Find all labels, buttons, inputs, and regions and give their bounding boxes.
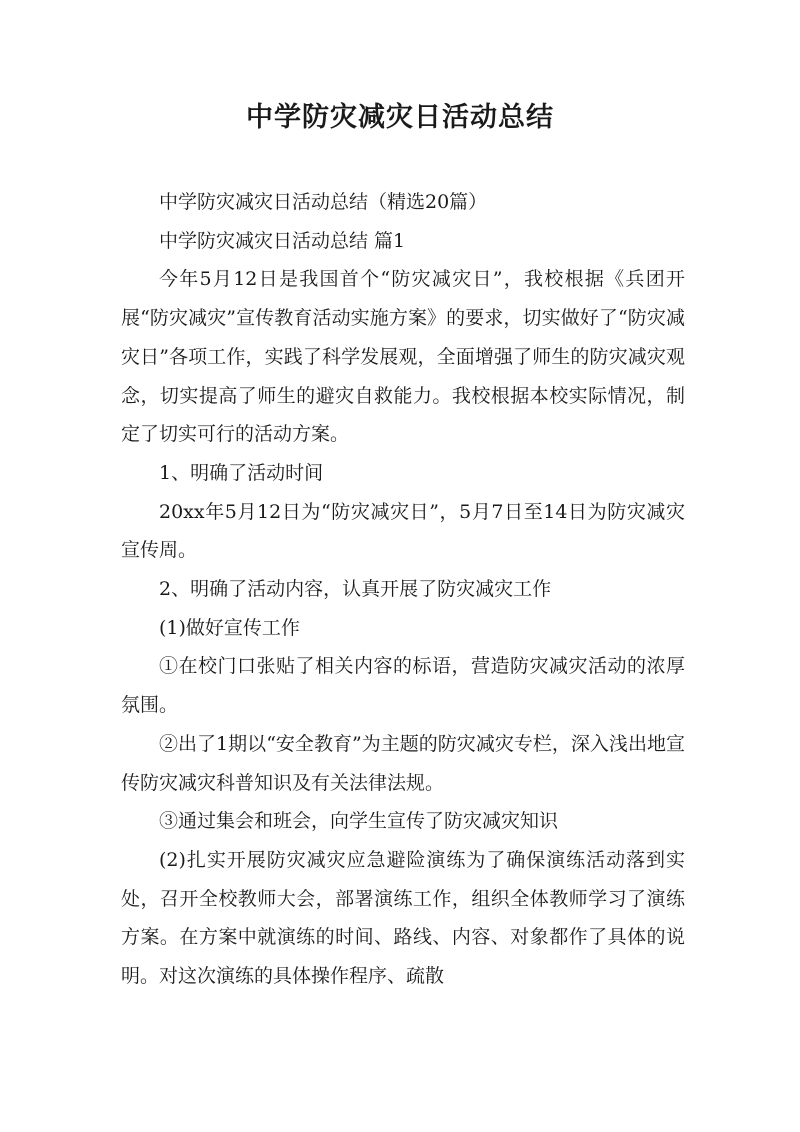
point-heading-time: 1、明确了活动时间 [159, 461, 324, 484]
section-heading: 中学防灾减灾日活动总结 篇1 [159, 229, 406, 252]
drill-paragraph: (2)扎实开展防灾减灾应急避险演练为了确保演练活动落到实处，召开全校教师大会，部署演练工作，组织全体教师学习了演练方案。在方案中就演练的时间、路线、内容、对象都作了具体的说明。对这次演练的具体操作程序、疏散 [121, 848, 685, 988]
list-item-column: ②出了1期以“安全教育”为主题的防灾减灾专栏，深入浅出地宣传防灾减灾科普知识及有关法律法规。 [121, 732, 685, 794]
intro-paragraph: 今年5月12日是我国首个“防灾减灾日”，我校根据《兵团开展“防灾减灾”宣传教育活动实施方案》的要求，切实做好了“防灾减灾日”各项工作，实践了科学发展观，全面增强了师生的防灾减灾观念，切实提高了师生的避灾自救能力。我校根据本校实际情况，制定了切实可行的活动方案。 [121, 268, 685, 446]
time-paragraph: 20xx年5月12日为“防灾减灾日”，5月7日至14日为防灾减灾宣传周。 [121, 500, 685, 562]
document-body [121, 183, 685, 996]
list-item-slogans: ①在校门口张贴了相关内容的标语，营造防灾减灾活动的浓厚氛围。 [121, 655, 685, 717]
subtitle-paragraph: 中学防灾减灾日活动总结（精选20篇） [159, 191, 488, 213]
sub-heading-publicity: (1)做好宣传工作 [159, 616, 300, 639]
document-title: 中学防灾减灾日活动总结 [246, 102, 554, 133]
point-heading-content: 2、明确了活动内容，认真开展了防灾减灾工作 [159, 578, 552, 601]
list-item-assembly: ③通过集会和班会，向学生宣传了防灾减灾知识 [159, 810, 559, 833]
